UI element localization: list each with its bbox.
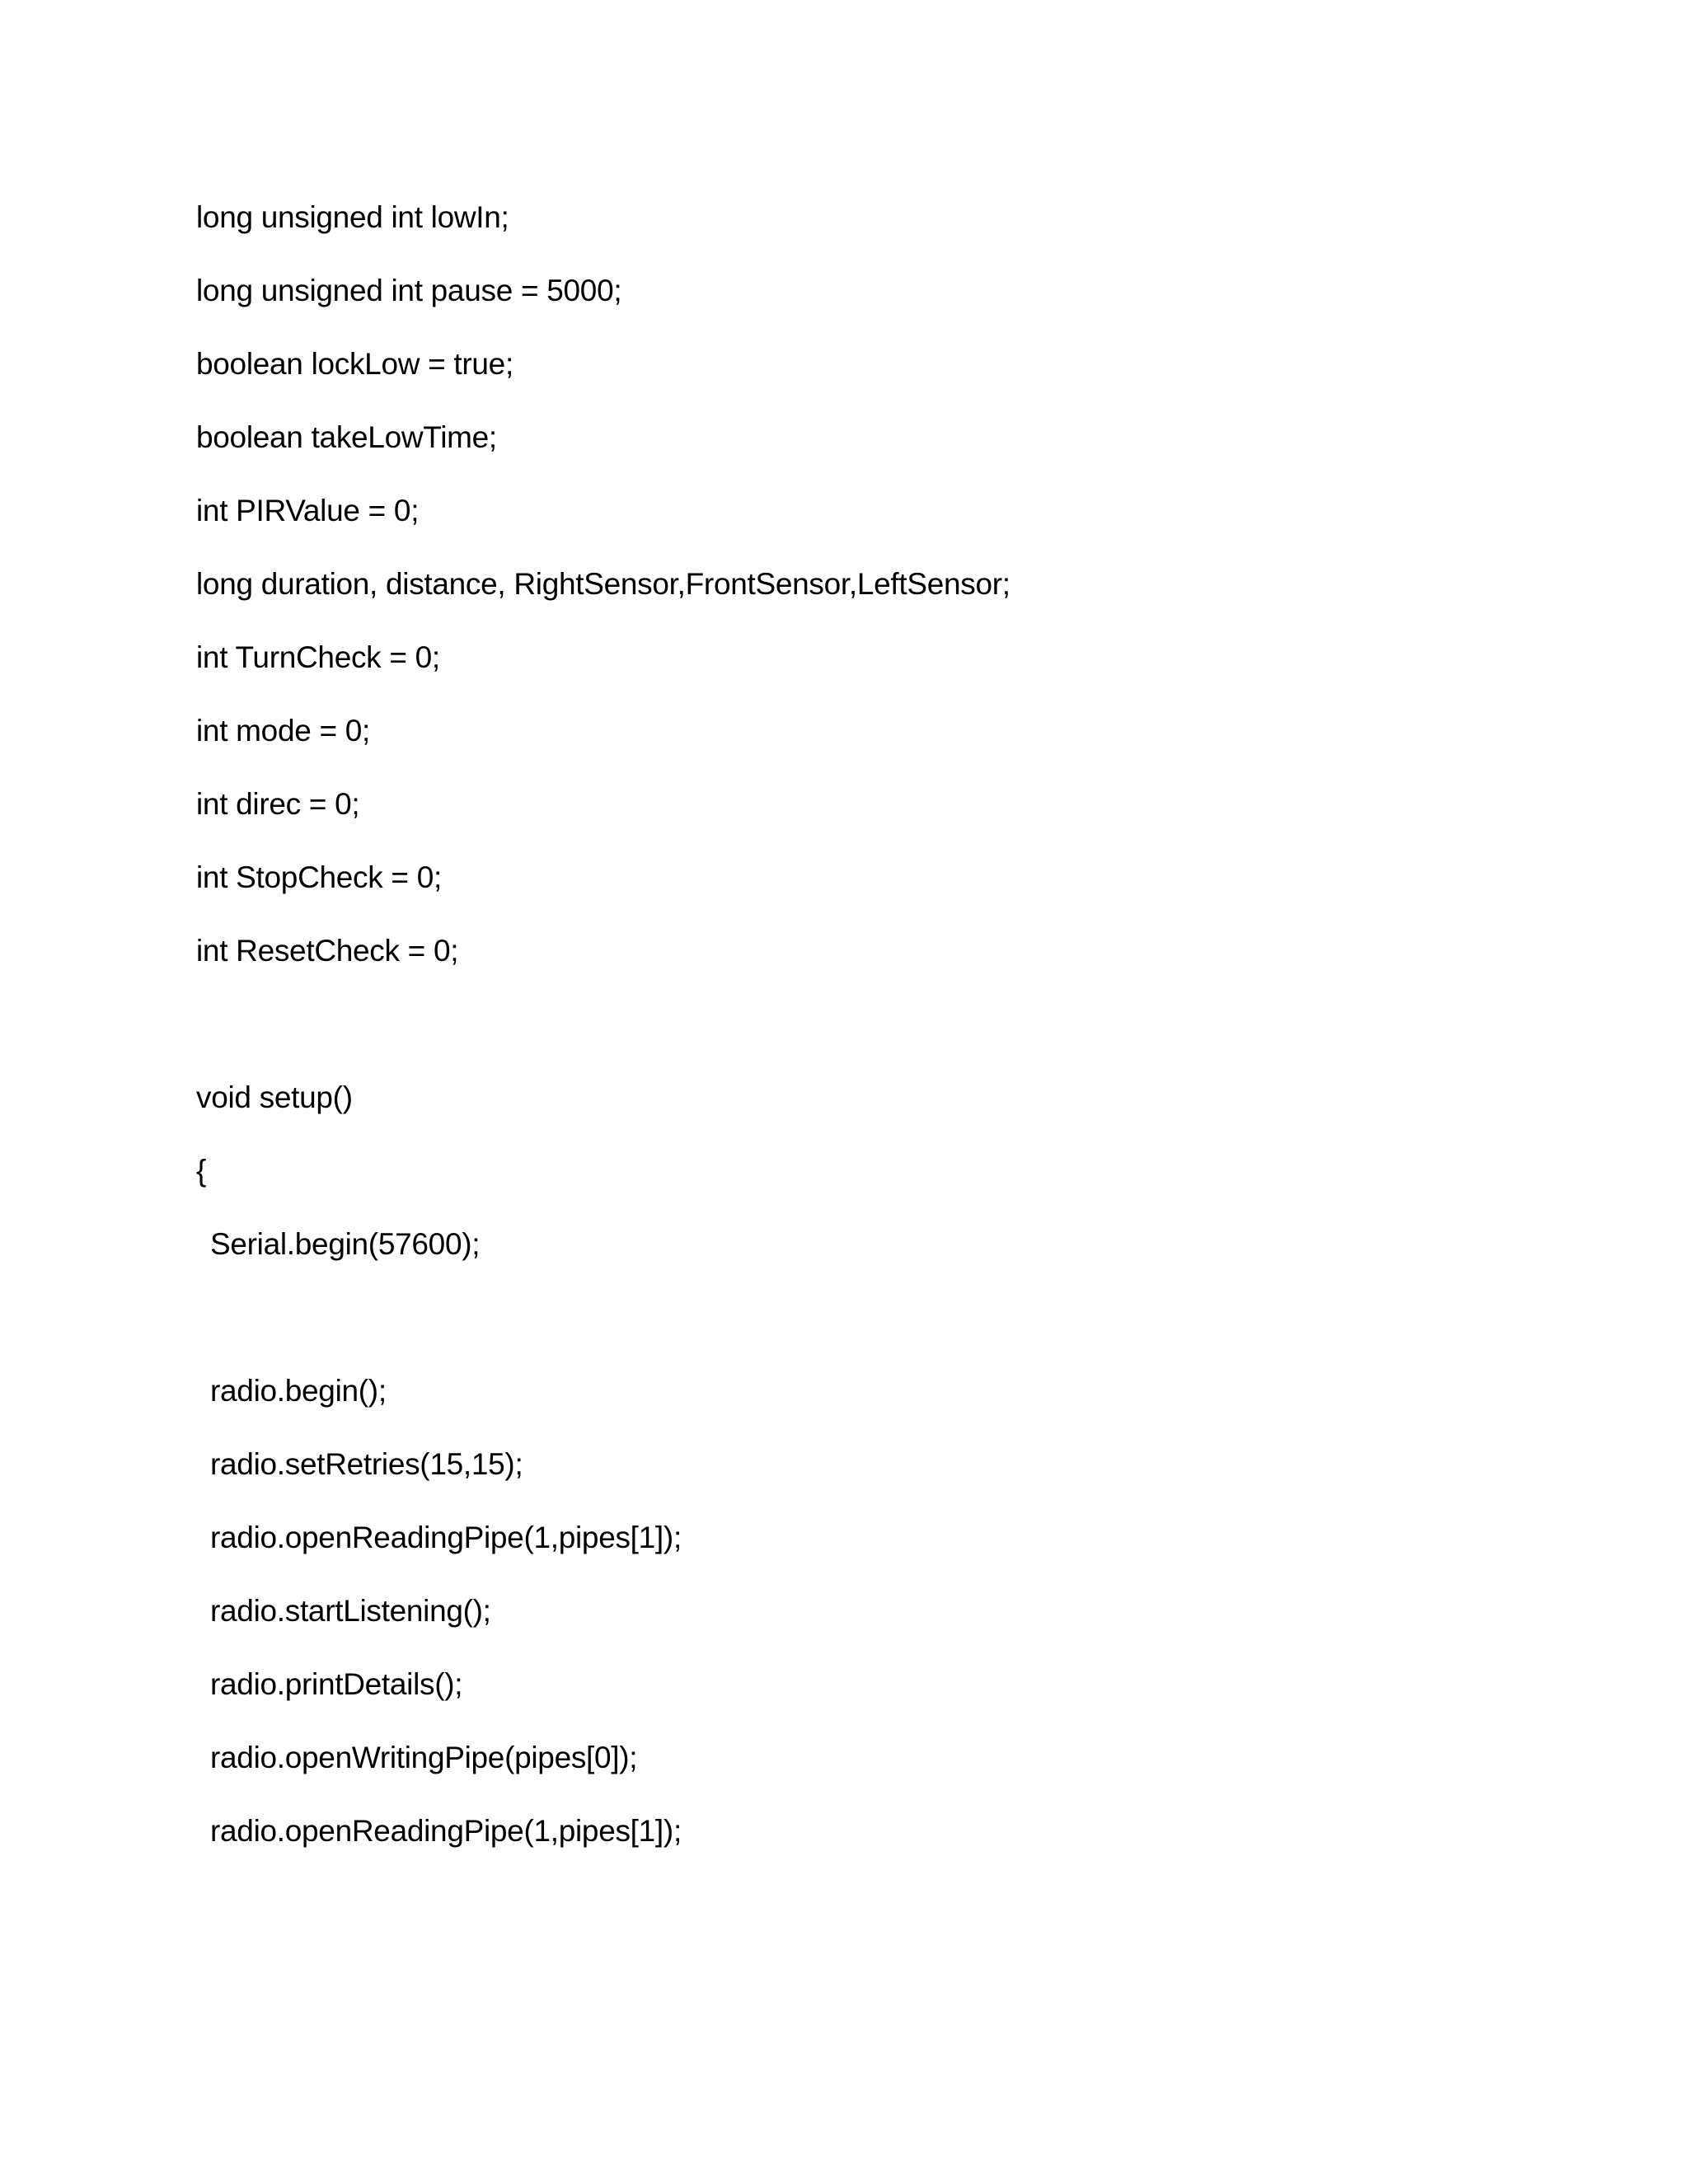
code-line: long unsigned int lowIn; xyxy=(196,200,509,234)
code-line: long duration, distance, RightSensor,FrontSensor,LeftSensor; xyxy=(196,567,1010,601)
code-line: radio.setRetries(15,15); xyxy=(210,1447,523,1481)
code-line: int direc = 0; xyxy=(196,787,360,821)
code-line: radio.begin(); xyxy=(210,1374,387,1408)
code-line: int ResetCheck = 0; xyxy=(196,934,459,968)
code-line: void setup() xyxy=(196,1080,353,1114)
code-line: int mode = 0; xyxy=(196,714,371,748)
code-line: radio.openReadingPipe(1,pipes[1]); xyxy=(210,1814,682,1848)
code-line: radio.openReadingPipe(1,pipes[1]); xyxy=(210,1521,682,1554)
code-line: radio.openWritingPipe(pipes[0]); xyxy=(210,1741,638,1774)
code-line: int TurnCheck = 0; xyxy=(196,640,440,674)
blank-line xyxy=(196,1001,1597,1075)
code-line: long unsigned int pause = 5000; xyxy=(196,274,622,307)
code-line: int StopCheck = 0; xyxy=(196,860,442,894)
code-line: boolean lockLow = true; xyxy=(196,347,513,381)
code-line: int PIRValue = 0; xyxy=(196,494,420,527)
code-line: { xyxy=(196,1154,207,1188)
code-line: radio.printDetails(); xyxy=(210,1667,463,1701)
code-line: Serial.begin(57600); xyxy=(210,1227,481,1261)
code-listing xyxy=(196,194,1597,1882)
code-line: boolean takeLowTime; xyxy=(196,420,497,454)
code-line: radio.startListening(); xyxy=(210,1594,491,1628)
blank-line xyxy=(196,1295,1597,1368)
